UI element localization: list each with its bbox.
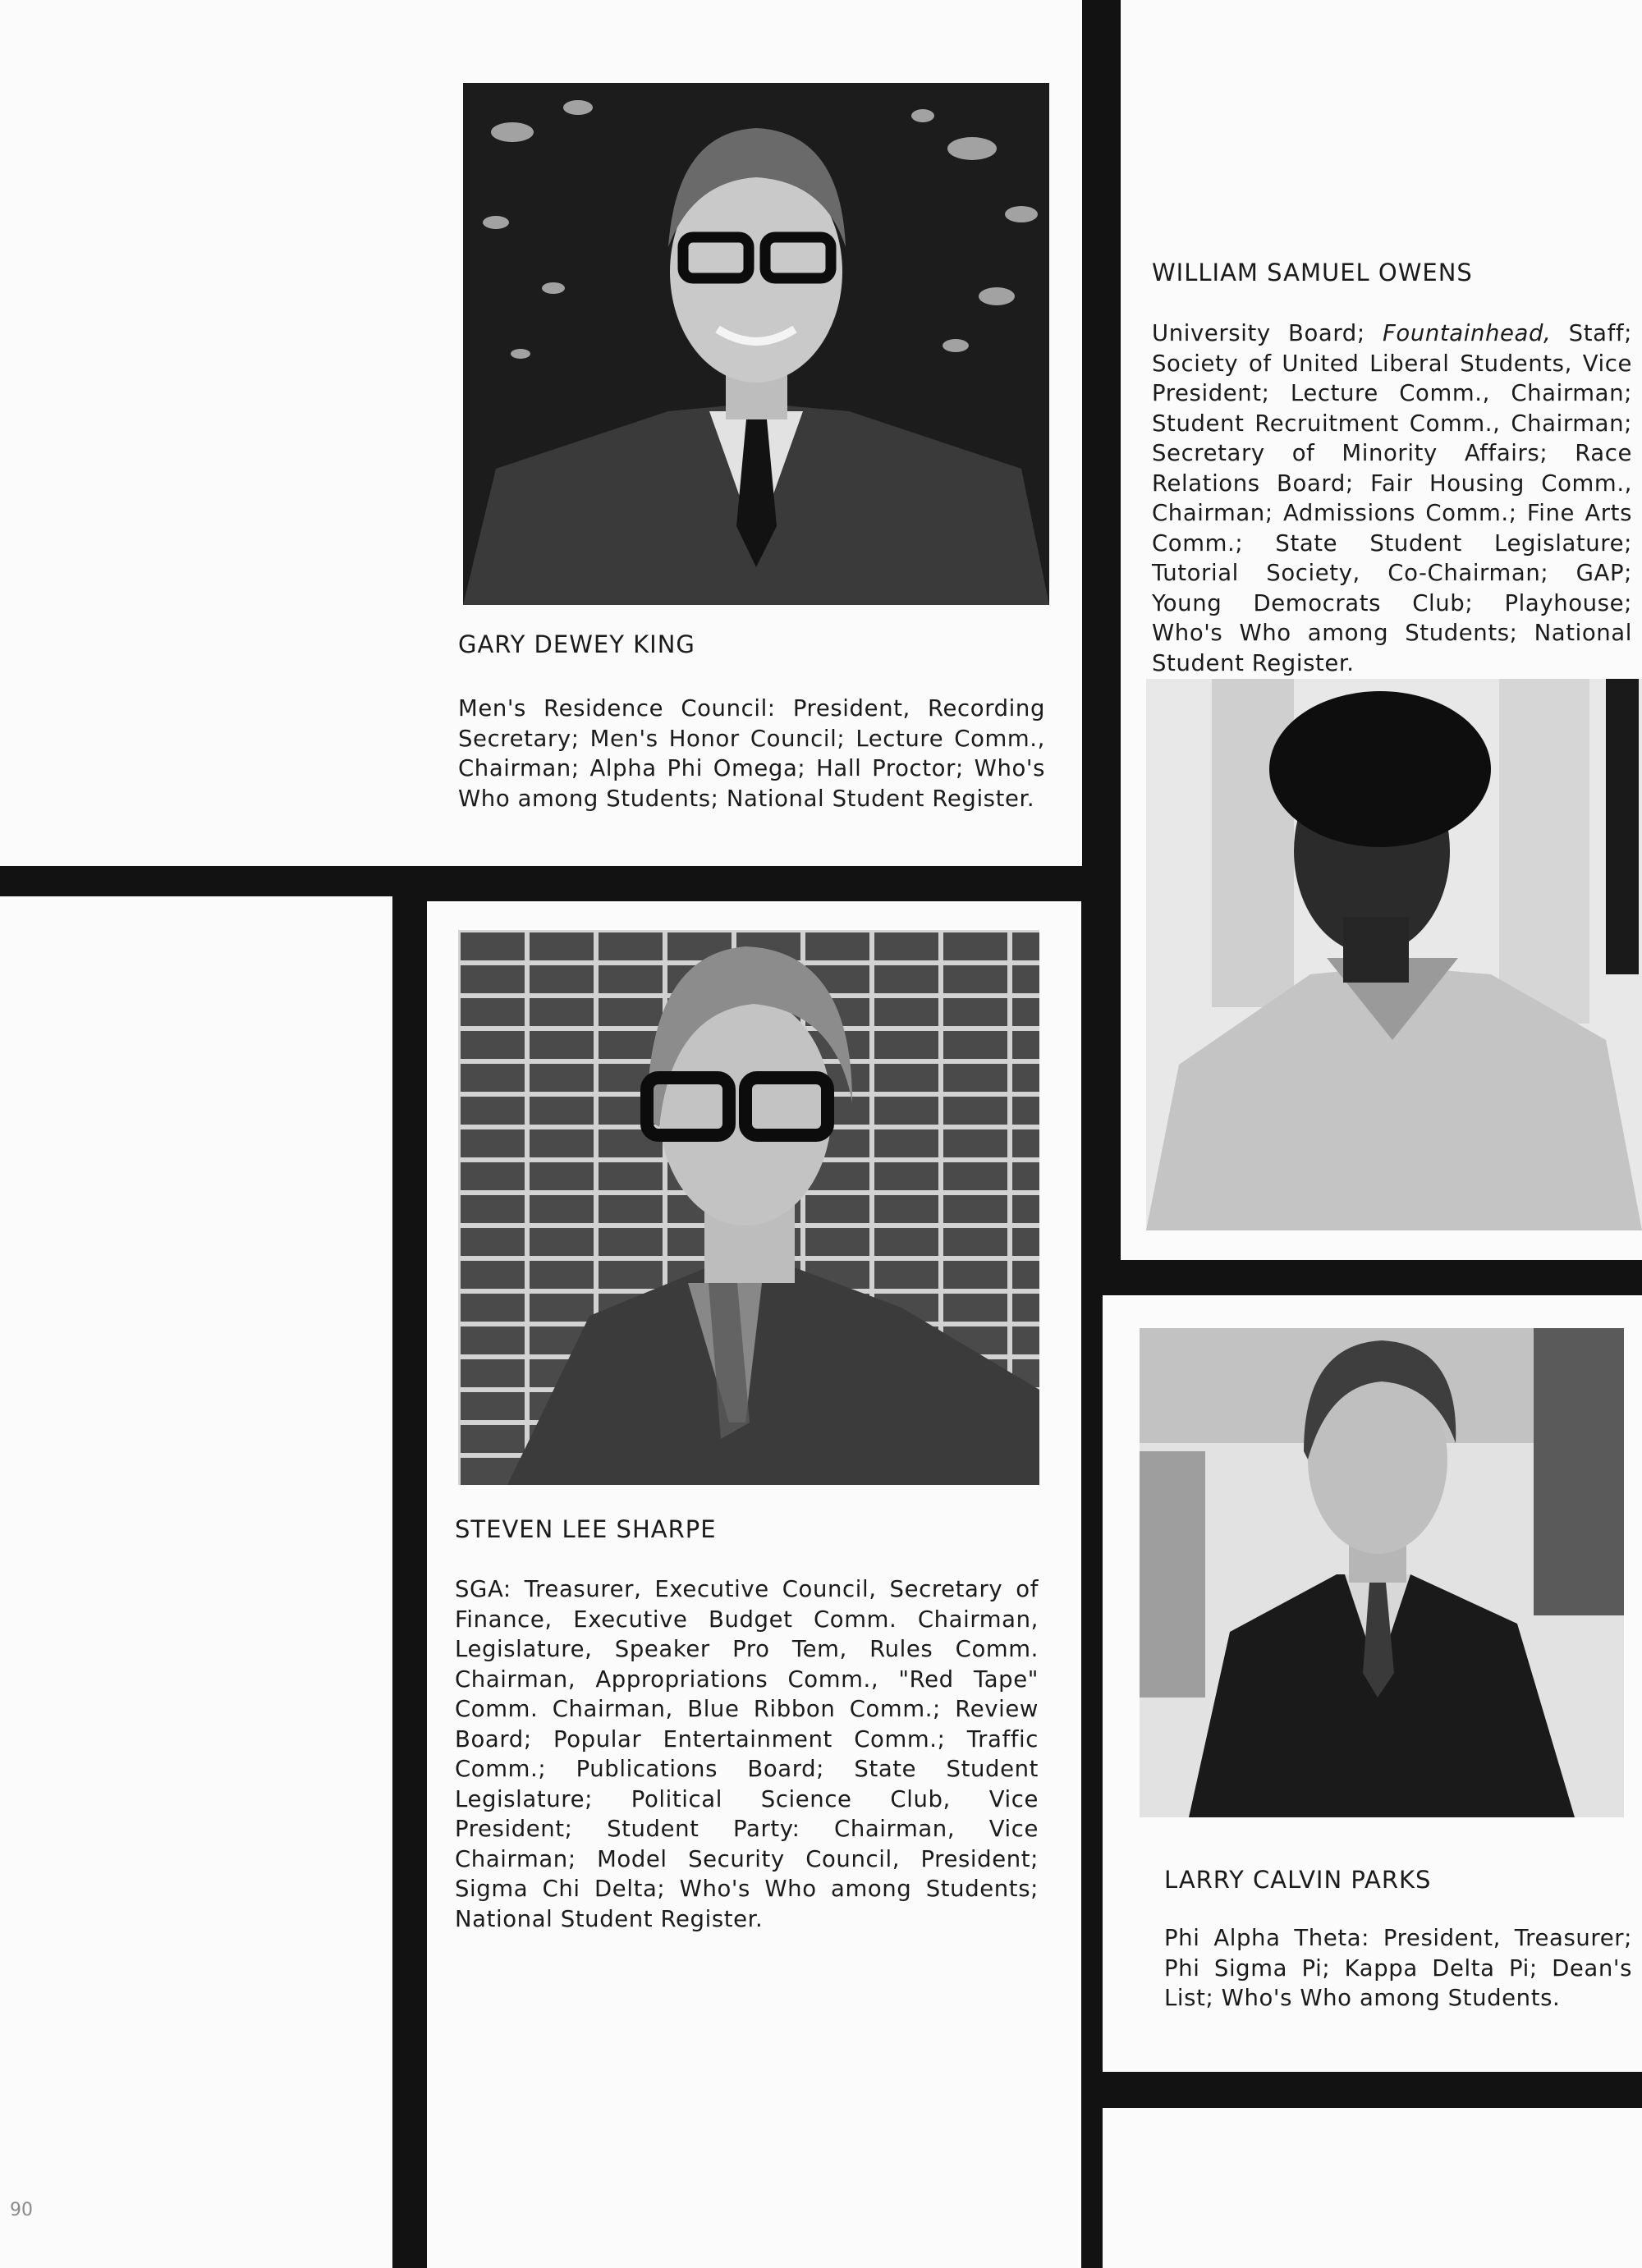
name-king: GARY DEWEY KING: [458, 630, 695, 658]
portrait-photo-parks: [1140, 1328, 1624, 1817]
panel-bottom-right-blank: [1103, 2108, 1642, 2268]
bio-sharpe: SGA: Treasurer, Executive Council, Secretary of Finance, Executive Budget Comm. Chairman, Legislature, Speaker Pro Tem, Rules Comm. Chairman, Appropriations Comm., "Red Tape" Comm. Chairman, Blue Ribbon Comm.; Review Board; Popular Entertainment Comm.; Traffic Comm.; Publications Board; State Student Legislature; Political Science Club, Vice President; Student Party: Chairman, Vice Chairman; Model Security Council, President; Sigma Chi Delta; Who's Who among Students; National Student Register.: [455, 1576, 1039, 1932]
bio-owens-part-2: Staff; Society of United Liberal Students, Vice President; Lecture Comm., Chairman; Student Recruitment Comm., Chairman; Secretary of Minority Affairs; Race Relations Board; Fair Housing Comm., Chairman; Admissions Comm.; Fine Arts Comm.; State Student Legislature; Tutorial Society, Co-Chairman; GAP; Young Democrats Club; Playhouse; Who's Who among Students; National Student Register.: [1152, 320, 1632, 676]
portrait-photo-owens: [1146, 679, 1642, 1230]
portrait-photo-sharpe: [458, 930, 1039, 1485]
name-owens: WILLIAM SAMUEL OWENS: [1152, 259, 1473, 286]
panel-left-blank: [0, 896, 392, 2268]
bio-king: Men's Residence Council: President, Recording Secretary; Men's Honor Council; Lecture Comm., Chairman; Alpha Phi Omega; Hall Proctor; Who's Who among Students; National Student Register.: [458, 695, 1045, 812]
name-parks: LARRY CALVIN PARKS: [1164, 1866, 1432, 1894]
bio-owens: [1152, 318, 1632, 678]
bio-owens-publication: Fountainhead,: [1382, 320, 1552, 346]
name-sharpe: STEVEN LEE SHARPE: [455, 1515, 717, 1543]
page-number: 90: [10, 2200, 33, 2220]
bio-owens-part-1: University Board;: [1152, 320, 1383, 346]
portrait-photo-king: [463, 83, 1049, 605]
bio-parks: Phi Alpha Theta: President, Treasurer; Phi Sigma Pi; Kappa Delta Pi; Dean's List; Who's Who among Students.: [1164, 1925, 1632, 2011]
